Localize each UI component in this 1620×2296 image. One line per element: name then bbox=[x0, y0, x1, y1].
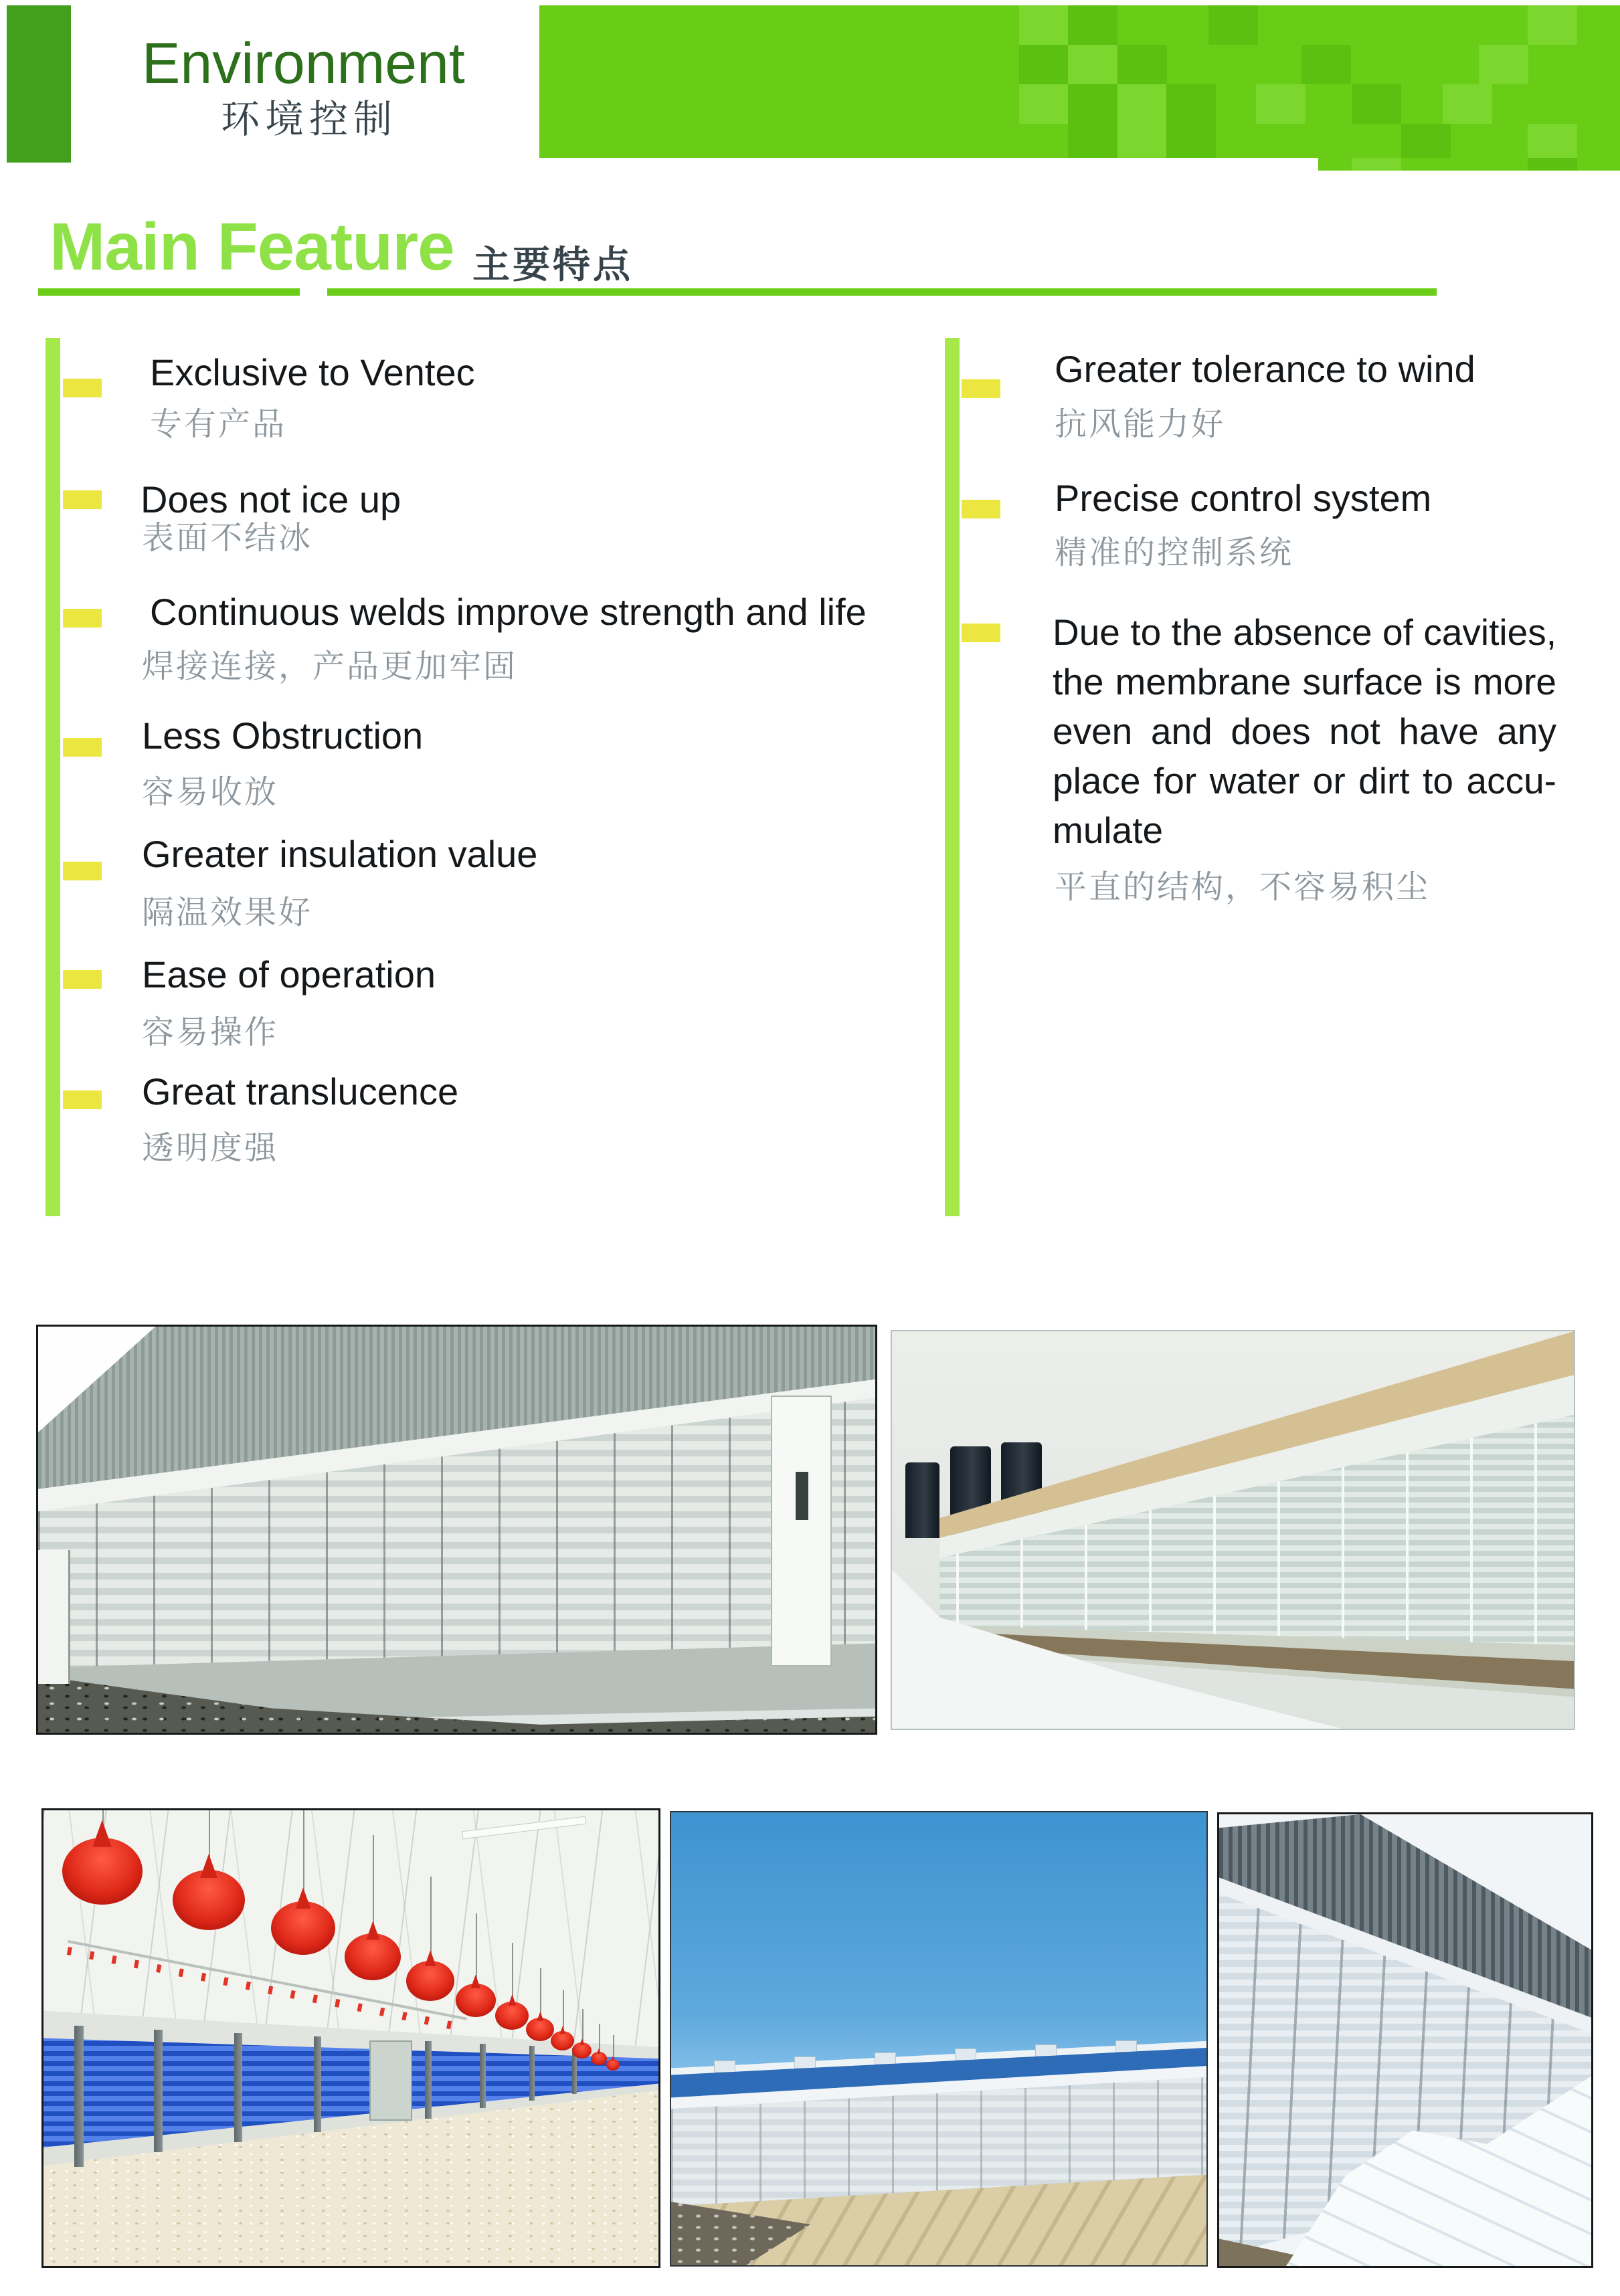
wall-post bbox=[154, 2030, 163, 2153]
roof-vent bbox=[875, 2052, 896, 2065]
feature-text-en: Greater insulation value bbox=[142, 833, 538, 875]
red-pan-feeder bbox=[406, 1961, 454, 2001]
door bbox=[369, 2040, 412, 2121]
checker-square bbox=[1068, 84, 1117, 124]
checker-square bbox=[1166, 124, 1216, 158]
red-pan-feeder bbox=[526, 2018, 554, 2041]
checker-square bbox=[1068, 124, 1117, 158]
page-title-chinese: 环境控制 bbox=[221, 98, 398, 141]
red-pan-feeder bbox=[591, 2052, 607, 2065]
feature-bullet bbox=[63, 738, 102, 757]
feature-text-en: Continuous welds improve strength and life bbox=[150, 591, 867, 633]
feature-bullet bbox=[63, 379, 102, 397]
red-pan-feeder bbox=[456, 1984, 496, 2017]
control-box bbox=[771, 1396, 832, 1666]
checker-square bbox=[1068, 5, 1117, 45]
feature-text-zh: 焊接连接，产品更加牢固 bbox=[142, 649, 518, 684]
checker-square bbox=[1528, 5, 1577, 45]
header-green-block bbox=[7, 5, 71, 163]
feature-text-zh: 透明度强 bbox=[142, 1131, 279, 1166]
section-underline-right bbox=[327, 288, 1437, 296]
red-pan-feeder bbox=[345, 1933, 401, 1980]
wall-post bbox=[529, 2046, 535, 2101]
checker-square bbox=[1166, 84, 1216, 124]
header-banner-right-extension bbox=[1318, 158, 1620, 171]
checker-square bbox=[1401, 124, 1451, 158]
checker-square bbox=[1528, 158, 1577, 171]
checker-square bbox=[1068, 45, 1117, 84]
section-title-chinese: 主要特点 bbox=[472, 244, 633, 286]
red-pan-feeder bbox=[606, 2059, 620, 2071]
wall-post bbox=[234, 2033, 242, 2142]
feature-text-zh: 隔温效果好 bbox=[142, 895, 313, 931]
photo-poultry-house-interior bbox=[41, 1808, 660, 2268]
checker-square bbox=[1019, 5, 1069, 45]
feed-silo bbox=[905, 1462, 939, 1538]
feature-bullet bbox=[63, 609, 102, 628]
paragraph-line: mulate bbox=[1053, 809, 1164, 851]
feature-text-zh: 专有产品 bbox=[150, 407, 287, 442]
checker-square bbox=[1352, 84, 1401, 124]
checker-square bbox=[1117, 84, 1167, 124]
feature-text-zh: 抗风能力好 bbox=[1055, 407, 1226, 442]
photo-barn-blue-sky bbox=[670, 1811, 1208, 2267]
checker-square bbox=[1117, 45, 1167, 84]
feature-bullet bbox=[962, 624, 1000, 642]
feature-text-en: Ease of operation bbox=[142, 953, 436, 995]
wall-post bbox=[425, 2041, 432, 2119]
wall-post bbox=[314, 2036, 321, 2132]
feature-bullet bbox=[63, 862, 102, 880]
section-title: Main Feature bbox=[50, 209, 454, 284]
checker-square bbox=[1479, 45, 1528, 84]
paragraph-line: even and does not have any bbox=[1053, 710, 1556, 752]
checker-square bbox=[1443, 84, 1492, 124]
feature-text-zh: 表面不结冰 bbox=[142, 520, 313, 556]
feature-text-zh: 平直的结构，不容易积尘 bbox=[1055, 870, 1431, 905]
feature-bullet bbox=[63, 490, 102, 509]
feature-bullet bbox=[962, 379, 1000, 398]
feature-text-en: Great translucence bbox=[142, 1070, 459, 1113]
roof-vent bbox=[955, 2048, 976, 2061]
checker-square bbox=[1528, 124, 1577, 158]
feature-text-en: Does not ice up bbox=[141, 478, 401, 520]
header-banner bbox=[539, 5, 1620, 158]
feature-text-en: Exclusive to Ventec bbox=[150, 351, 475, 393]
page-title: Environment bbox=[142, 31, 465, 96]
checker-square bbox=[1301, 45, 1351, 84]
checker-square bbox=[1019, 84, 1069, 124]
photo-curtain-wall-snow-drift bbox=[1217, 1812, 1593, 2268]
roof-vent bbox=[1035, 2044, 1057, 2056]
feature-bullet bbox=[63, 1090, 102, 1109]
section-underline-left bbox=[38, 288, 300, 296]
roof-vent bbox=[1115, 2040, 1137, 2052]
feature-text-zh: 精准的控制系统 bbox=[1055, 535, 1294, 571]
feature-text-en: Precise control system bbox=[1055, 477, 1432, 519]
feature-bullet bbox=[63, 970, 102, 989]
red-pan-feeder bbox=[173, 1870, 245, 1930]
left-column-bar bbox=[46, 338, 60, 1216]
red-pan-feeder bbox=[62, 1838, 143, 1905]
feature-paragraph bbox=[1053, 607, 1556, 855]
feature-text-zh: 容易收放 bbox=[142, 775, 279, 810]
feature-text-en: Greater tolerance to wind bbox=[1055, 348, 1475, 390]
roof-vent bbox=[794, 2056, 816, 2069]
white-door bbox=[38, 1550, 70, 1684]
paragraph-line: the membrane surface is more bbox=[1053, 661, 1556, 702]
checker-square bbox=[1208, 5, 1258, 45]
wall-post bbox=[480, 2044, 486, 2107]
paragraph-line: place for water or dirt to accu- bbox=[1053, 760, 1556, 801]
wall-post bbox=[74, 2026, 84, 2167]
feature-text-en: Less Obstruction bbox=[142, 714, 424, 757]
checker-square bbox=[1256, 84, 1306, 124]
paragraph-line: Due to the absence of cavities, bbox=[1053, 611, 1556, 653]
feature-text-zh: 容易操作 bbox=[142, 1015, 279, 1050]
control-box-slot bbox=[796, 1472, 808, 1520]
photo-curtain-wall-winter bbox=[891, 1330, 1575, 1730]
photo-curtain-wall-exterior-bw bbox=[36, 1325, 877, 1735]
checker-square bbox=[1019, 45, 1069, 84]
feature-bullet bbox=[962, 500, 1000, 518]
checker-square bbox=[1352, 158, 1401, 171]
checker-square bbox=[1117, 124, 1167, 158]
roof-vent bbox=[714, 2061, 735, 2073]
red-pan-feeder bbox=[271, 1901, 335, 1955]
right-column-bar bbox=[945, 338, 960, 1216]
